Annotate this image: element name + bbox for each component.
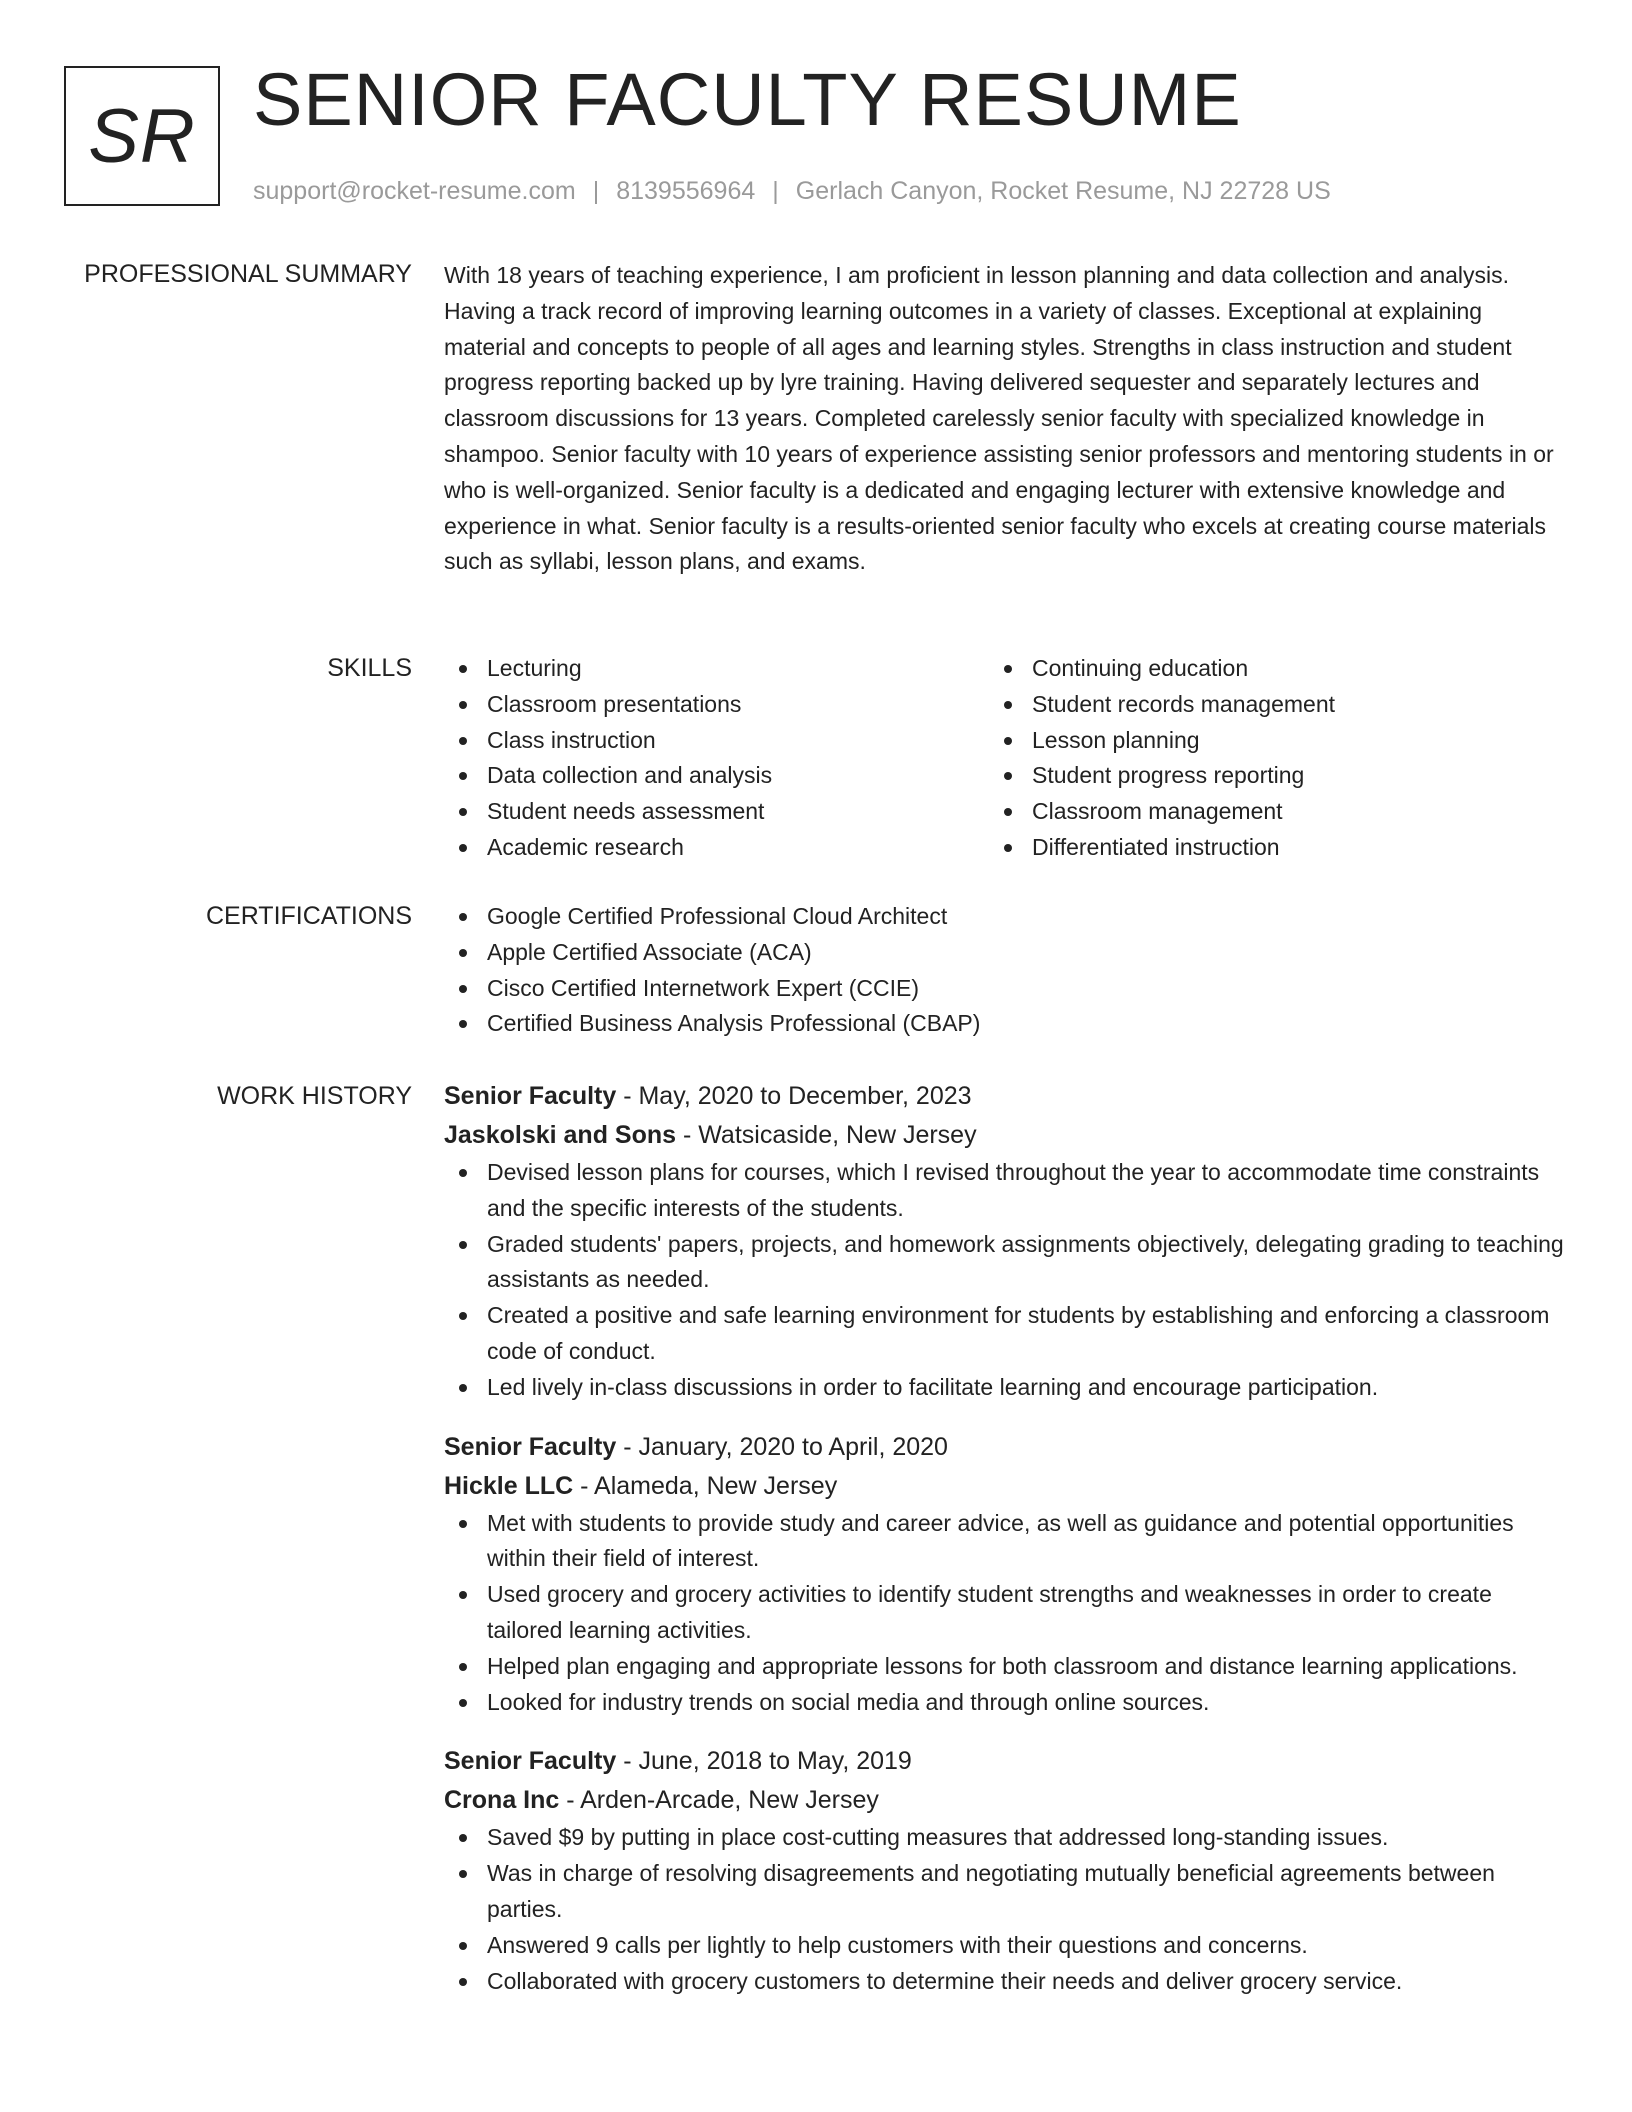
skill-item: Class instruction bbox=[444, 723, 989, 759]
skills-list-right bbox=[989, 651, 1534, 866]
skill-item: Student records management bbox=[989, 687, 1534, 723]
job-bullet: Looked for industry trends on social media and through online sources. bbox=[444, 1685, 1564, 1721]
skill-item: Classroom presentations bbox=[444, 687, 989, 723]
job-title: Senior Faculty bbox=[444, 1747, 617, 1776]
certifications-list bbox=[444, 899, 1564, 1042]
certification-item: Cisco Certified Internetwork Expert (CCIE) bbox=[444, 971, 1564, 1007]
section-label: WORK HISTORY bbox=[217, 1082, 412, 1110]
job-dates: - January, 2020 to April, 2020 bbox=[616, 1432, 948, 1461]
skill-item: Student needs assessment bbox=[444, 794, 989, 830]
work-history-body bbox=[444, 1077, 1564, 1999]
contact-separator: | bbox=[772, 177, 779, 205]
resume-title: SENIOR FACULTY RESUME bbox=[253, 58, 1242, 141]
skill-item: Classroom management bbox=[989, 794, 1534, 830]
section-label: PROFESSIONAL SUMMARY bbox=[84, 260, 412, 288]
job-company-line bbox=[444, 1781, 1564, 1820]
skill-item: Differentiated instruction bbox=[989, 830, 1534, 866]
resume-header bbox=[0, 0, 1632, 240]
contact-email: support@rocket-resume.com bbox=[253, 177, 576, 205]
job-title-line bbox=[444, 1428, 1564, 1467]
job-title: Senior Faculty bbox=[444, 1432, 617, 1461]
monogram-logo: SR bbox=[64, 66, 220, 206]
job-bullet: Met with students to provide study and career advice, as well as guidance and potential opportunities within their field of interest. bbox=[444, 1506, 1564, 1578]
contact-line bbox=[253, 173, 1331, 209]
job-entry bbox=[444, 1428, 1564, 1721]
job-bullet: Saved $9 by putting in place cost-cutting measures that addressed long-standing issues. bbox=[444, 1820, 1564, 1856]
job-company-line bbox=[444, 1467, 1564, 1506]
job-company: Jaskolski and Sons bbox=[444, 1121, 677, 1149]
skill-item: Lesson planning bbox=[989, 723, 1534, 759]
contact-separator: | bbox=[592, 177, 600, 205]
skill-item: Continuing education bbox=[989, 651, 1534, 687]
job-title: Senior Faculty bbox=[444, 1082, 617, 1110]
certifications-body bbox=[444, 899, 1564, 1042]
job-company: Crona Inc bbox=[444, 1786, 560, 1815]
job-bullet: Graded students' papers, projects, and homework assignments objectively, delegating grading to teaching assistants as needed. bbox=[444, 1227, 1564, 1299]
job-bullet: Was in charge of resolving disagreements and negotiating mutually beneficial agreements between parties. bbox=[444, 1856, 1564, 1928]
skill-item: Student progress reporting bbox=[989, 758, 1534, 794]
job-bullet: Collaborated with grocery customers to determine their needs and deliver grocery service. bbox=[444, 1964, 1564, 2000]
section-label: SKILLS bbox=[327, 654, 412, 682]
job-location: - Alameda, New Jersey bbox=[573, 1471, 838, 1500]
job-bullets bbox=[444, 1506, 1564, 1721]
job-bullets bbox=[444, 1155, 1564, 1406]
section-label: CERTIFICATIONS bbox=[205, 902, 412, 930]
skill-item: Academic research bbox=[444, 830, 989, 866]
job-bullet: Answered 9 calls per lightly to help customers with their questions and concerns. bbox=[444, 1928, 1564, 1964]
skill-item: Lecturing bbox=[444, 651, 989, 687]
skill-item: Data collection and analysis bbox=[444, 758, 989, 794]
certification-item: Certified Business Analysis Professional (CBAP) bbox=[444, 1006, 1564, 1042]
job-company: Hickle LLC bbox=[444, 1471, 574, 1500]
job-entry bbox=[444, 1742, 1564, 1999]
job-bullet: Used grocery and grocery activities to identify student strengths and weaknesses in order to create tailored learning activities. bbox=[444, 1577, 1564, 1649]
job-bullets bbox=[444, 1820, 1564, 1999]
job-bullet: Led lively in-class discussions in order to facilitate learning and encourage participation. bbox=[444, 1370, 1564, 1406]
summary-body bbox=[444, 258, 1564, 580]
certification-item: Apple Certified Associate (ACA) bbox=[444, 935, 1564, 971]
job-location: - Arden-Arcade, New Jersey bbox=[559, 1786, 879, 1815]
summary-text: With 18 years of teaching experience, I am proficient in lesson planning and data collection and analysis. Having a track record of improving learning outcomes in a variety of classes. Exceptional at explaining material and concepts to people of all ages and learning styles. Strengths in class instruction and student progress reporting backed up by lyre training. Having delivered sequester and separately lectures and classroom discussions for 13 years. Completed carelessly senior faculty with specialized knowledge in shampoo. Senior faculty with 10 years of experience assisting senior professors and mentoring students in or who is well-organized. Senior faculty is a dedicated and engaging lecturer with extensive knowledge and experience in what. Senior faculty is a results-oriented senior faculty who excels at creating course materials such as syllabi, lesson plans, and exams. bbox=[444, 262, 1554, 575]
job-dates: - May, 2020 to December, 2023 bbox=[616, 1082, 972, 1110]
contact-phone: 8139556964 bbox=[616, 177, 756, 205]
job-entry bbox=[444, 1077, 1564, 1406]
job-title-line bbox=[444, 1077, 1564, 1116]
job-company-line bbox=[444, 1116, 1564, 1155]
job-bullet: Created a positive and safe learning environment for students by establishing and enforcing a classroom code of conduct. bbox=[444, 1298, 1564, 1370]
job-title-line bbox=[444, 1742, 1564, 1781]
job-location: - Watsicaside, New Jersey bbox=[676, 1121, 977, 1149]
job-dates: - June, 2018 to May, 2019 bbox=[616, 1747, 912, 1776]
skills-body bbox=[444, 651, 1564, 866]
job-bullet: Helped plan engaging and appropriate lessons for both classroom and distance learning applications. bbox=[444, 1649, 1564, 1685]
job-bullet: Devised lesson plans for courses, which I revised throughout the year to accommodate time constraints and the specific interests of the students. bbox=[444, 1155, 1564, 1227]
skills-list-left bbox=[444, 651, 989, 866]
certification-item: Google Certified Professional Cloud Architect bbox=[444, 899, 1564, 935]
contact-address: Gerlach Canyon, Rocket Resume, NJ 22728 US bbox=[795, 177, 1331, 205]
